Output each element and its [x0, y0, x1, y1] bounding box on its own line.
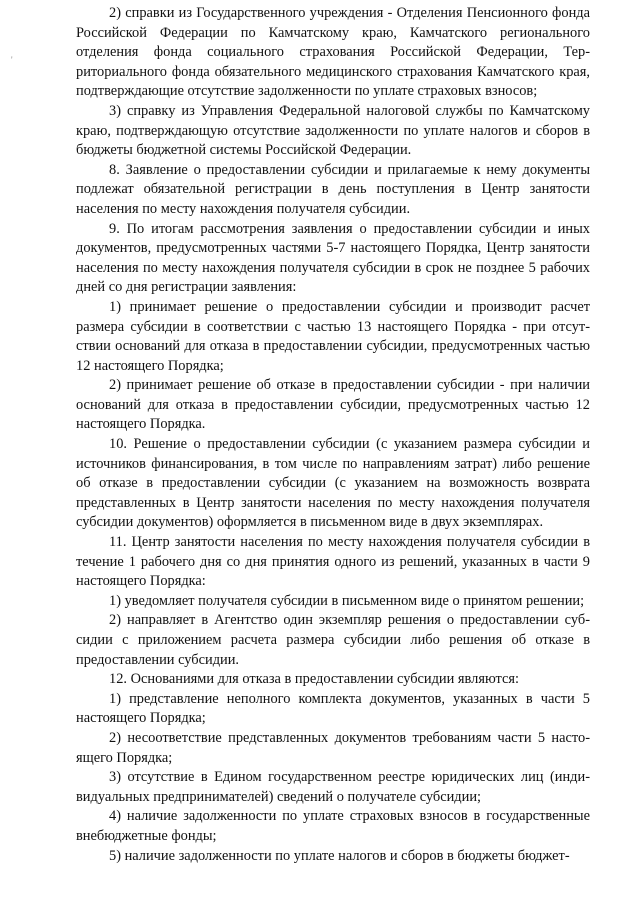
paragraph-section-9: 9. По итогам рассмотрения заявления о предоставлении субсидии и иных документов, предусмотренных частями 5-7 настоящего Порядка, Центр занятости населения по месту нахождения получателя субсидии в срок не позднее 5 рабочих дней со дня регистрации заявления:	[76, 220, 590, 296]
paragraph-section-12-item-2: 2) несоответствие представленных документов требованиям части 5 настоящего Порядка;	[76, 729, 590, 766]
paragraph-section-10: 10. Решение о предоставлении субсидии (с указанием размера субсидии и источников финансирования, в том числе по направлениям затрат) либо решение об отказе в предоставлении субсидии (с указанием на возможность возврата представленных в Центр занятости населения по месту нахождения получателя субсидии документов) оформляется в письменном виде в двух экземплярах.	[76, 436, 590, 531]
paragraph-section-9-item-1: 1) принимает решение о предоставлении субсидии и производит расчет размера субсидии в соответствии с частью 13 настоящего Порядка - при отсутствии оснований для отказа в предоставлении субсидии, предусмотренных частью 12 настоящего Порядка;	[76, 298, 590, 374]
margin-mark: '	[11, 55, 13, 65]
paragraph-section-11-item-2: 2) направляет в Агентство один экземпляр решения о предоставлении субсидии с приложением расчета размера субсидии либо решения об отказе в предоставлении субсидии.	[76, 612, 590, 668]
paragraph-section-11: 11. Центр занятости населения по месту нахождения получателя субсидии в течение 1 рабочего дня со дня принятия одного из решений, указанных в части 9 настоящего Порядка:	[76, 534, 590, 590]
paragraph-item-3-tax-certificate: 3) справку из Управления Федеральной налоговой службы по Камчатскому краю, подтверждающую отсутствие задолженности по уплате налогов и сборов в бюджеты бюджетной системы Российской Федерации.	[76, 102, 590, 159]
paragraph-section-9-item-2: 2) принимает решение об отказе в предоставлении субсидии - при наличии оснований для отказа в предоставлении субсидии, предусмотренных частью 12 настоящего Порядка.	[76, 377, 590, 433]
paragraph-section-8: 8. Заявление о предоставлении субсидии и прилагаемые к нему документы подлежат обязательной регистрации в день поступления в Центр занятости населения по месту нахождения получателя субсидии.	[76, 161, 590, 217]
paragraph-section-12-item-4: 4) наличие задолженности по уплате страховых взносов в государственные внебюджетные фонды;	[76, 808, 590, 844]
document-page	[76, 4, 590, 866]
paragraph-item-2-pension-certificates: 2) справки из Государственного учреждения - Отделения Пенсионного фонда Российской Федерации по Камчатскому краю, Камчатского регионального отделения фонда социального страхования Российской Федерации, Территориального фонда обязательного медицинского страхования Камчатского края, подтверждающие отсутствие задолженности по уплате страховых взносов;	[76, 5, 590, 100]
paragraph-section-12-item-5: 5) наличие задолженности по уплате налогов и сборов в бюджеты бюджет-	[109, 847, 570, 864]
paragraph-section-11-item-1: 1) уведомляет получателя субсидии в письменном виде о принятом решении;	[109, 592, 585, 609]
paragraph-section-12-item-1: 1) представление неполного комплекта документов, указанных в части 5 настоящего Порядка;	[76, 690, 590, 727]
paragraph-section-12-item-3: 3) отсутствие в Едином государственном реестре юридических лиц (индивидуальных предпринимателей) сведений о получателе субсидии;	[76, 769, 590, 805]
paragraph-section-12: 12. Основаниями для отказа в предоставлении субсидии являются:	[109, 671, 519, 688]
